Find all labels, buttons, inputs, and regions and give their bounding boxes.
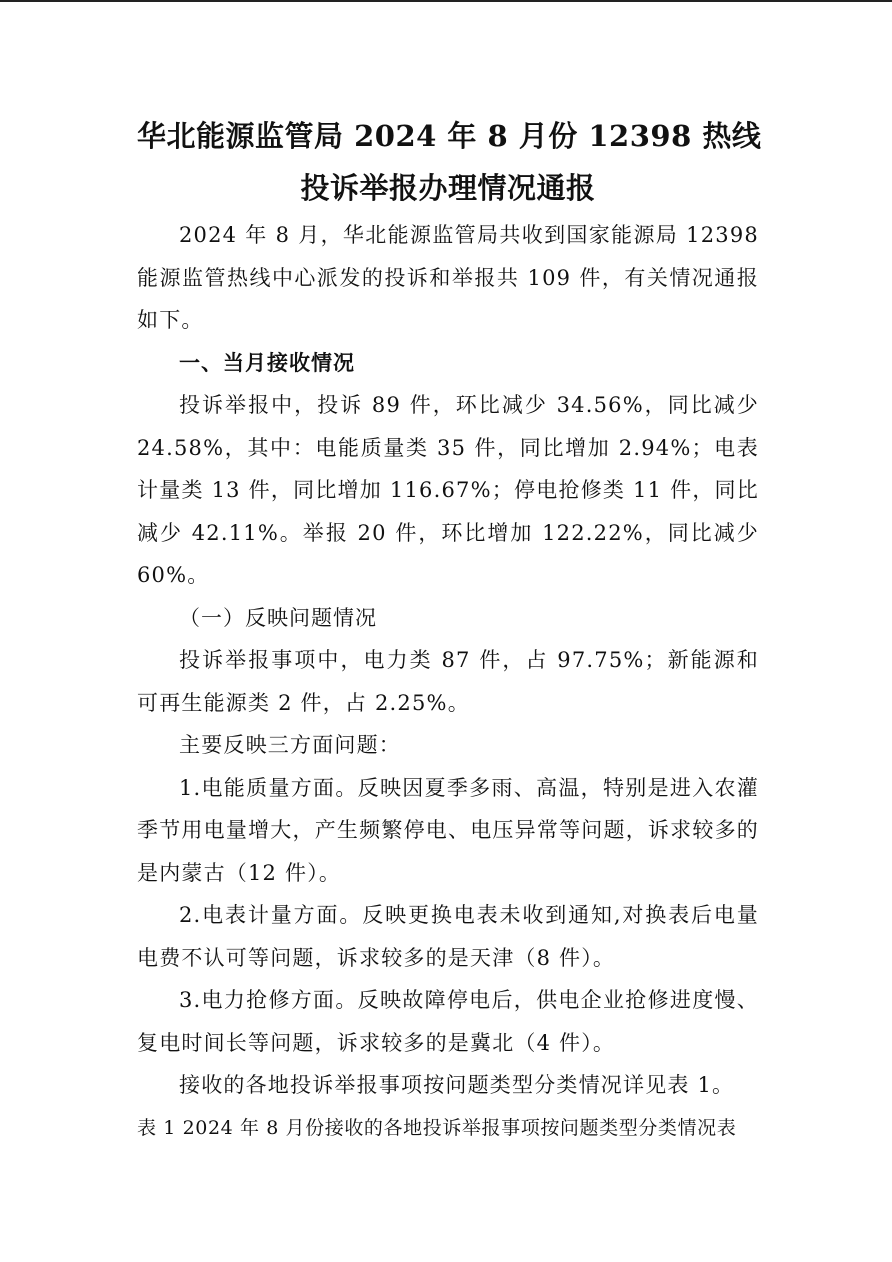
issue-2-paragraph: 2.电表计量方面。反映更换电表未收到通知,对换表后电量电费不认可等问题，诉求较多的是天津（8 件）。 bbox=[137, 903, 759, 970]
subsection-1-heading: （一）反映问题情况 bbox=[179, 605, 377, 630]
table-caption: 表 1 2024 年 8 月份接收的各地投诉举报事项按问题类型分类情况表 bbox=[137, 1116, 737, 1139]
document-title-line-2: 投诉举报办理情况通报 bbox=[300, 171, 596, 205]
top-border-line bbox=[0, 0, 892, 2]
issues-intro: 主要反映三方面问题： bbox=[179, 733, 401, 757]
section-1-heading: 一、当月接收情况 bbox=[179, 350, 355, 375]
section-1-paragraph: 投诉举报中，投诉 89 件，环比减少 34.56%，同比减少 24.58%，其中：电能质量类 35 件，同比增加 2.94%；电表计量类 13 件，同比增加 116.67%；停电抢修类 11 件，同比减少 42.11%。举报 20 件，环比增加 122.22%，同比减少 60%。 bbox=[137, 393, 759, 587]
intro-paragraph: 2024 年 8 月，华北能源监管局共收到国家能源局 12398 能源监管热线中心派发的投诉和举报共 109 件，有关情况通报如下。 bbox=[137, 223, 759, 332]
table-reference-paragraph: 接收的各地投诉举报事项按问题类型分类情况详见表 1。 bbox=[179, 1073, 735, 1097]
issue-3-paragraph: 3.电力抢修方面。反映故障停电后，供电企业抢修进度慢、复电时间长等问题，诉求较多的是冀北（4 件）。 bbox=[137, 988, 759, 1055]
document-title-line-1: 华北能源监管局 2024 年 8 月份 12398 热线 bbox=[137, 119, 762, 153]
document-page bbox=[137, 110, 762, 1149]
issue-1-paragraph: 1.电能质量方面。反映因夏季多雨、高温，特别是进入农灌季节用电量增大，产生频繁停电、电压异常等问题，诉求较多的是内蒙古（12 件）。 bbox=[137, 775, 759, 885]
subsection-1-paragraph: 投诉举报事项中，电力类 87 件，占 97.75%；新能源和可再生能源类 2 件，占 2.25%。 bbox=[137, 648, 759, 715]
